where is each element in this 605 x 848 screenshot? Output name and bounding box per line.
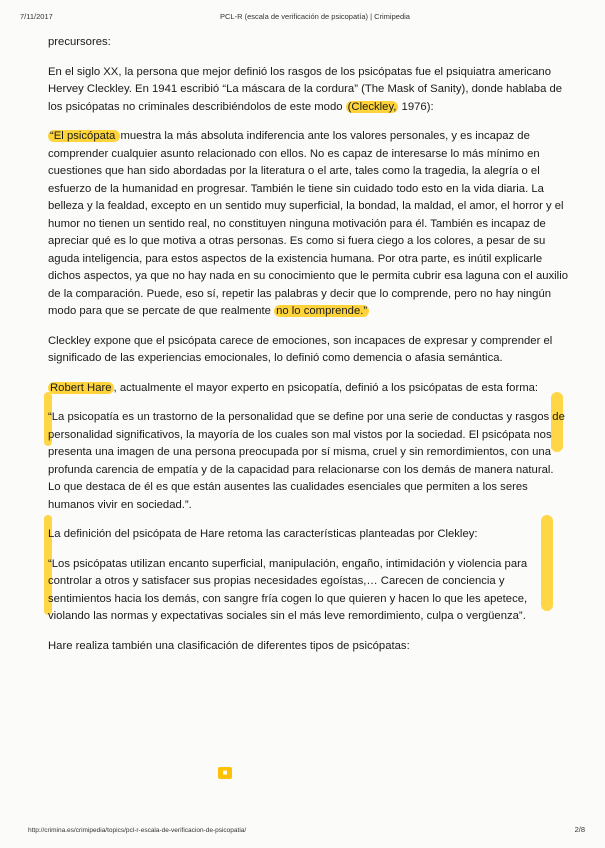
header-title: PCL-R (escala de verificación de psicopatía) | Crimipedia [220,12,410,21]
quote-paragraph [48,556,568,626]
paragraph [48,64,568,117]
paragraph-text: Hare realiza también una clasificación de diferentes tipos de psicópatas: [48,639,410,652]
paragraph [48,638,568,656]
footer-url: http://crimina.es/crimipedia/topics/pcl-r-escala-de-verificacion-de-psicopatia/ [28,827,247,834]
paragraph-text: 1976): [398,100,434,113]
highlighted-text: no lo comprende.” [276,305,368,317]
quote-paragraph [48,128,568,321]
paragraph [48,34,568,52]
comment-icon[interactable]: ■ [218,767,232,779]
highlighted-text: Robert Hare [50,381,112,394]
paragraph-text: precursores: [48,36,111,48]
paragraph [48,526,568,544]
highlighted-text: (Cleckley, [347,100,397,113]
article-body [48,34,568,667]
paragraph-text: En el siglo XX, la persona que mejor definió los rasgos de los psicópatas fue el psiquiatra americano Hervey Cleckley. En 1941 escribió “La máscara de la cordura” (The Mask of Sanity), donde hablaba de los psicópatas no criminales describiéndolos de este modo [48,65,563,113]
paragraph [48,333,568,368]
paragraph-text: “La psicopatía es un trastorno de la personalidad que se define por una serie de conductas y rasgos de personalidad significativos, la mayoría de los cuales son mal vistos por la sociedad. El psicópata nos presenta una imagen de una persona preocupada por sí misma, cruel y sin remordimientos, con una profunda carencia de empatía y de la capacidad para relacionarse con los demás de manera natural. Lo que destaca de él es que están ausentes las cualidades esenciales que permiten a los seres humanos vivir en sociedad.”. [48,411,565,511]
paragraph-text: Cleckley expone que el psicópata carece de emociones, son incapaces de expresar y comprender el significado de las experiencias emocionales, lo definió como demencia o afasia semántica. [48,334,553,364]
paragraph-text: La definición del psicópata de Hare retoma las características planteadas por Clekley: [48,528,478,540]
paragraph-text: “Los psicópatas utilizan encanto superficial, manipulación, engaño, intimidación y violencia para controlar a otros y satisfacer sus propias necesidades egoístas,… Carecen de conciencia y sentimientos hacia los demás, con sangre fría cogen lo que quieren y hacen lo que les apetece, violando las normas y expectativas sociales sin el más leve remordimiento, culpa o vergüenza”. [48,557,528,622]
header-date: 7/11/2017 [20,12,53,21]
quote-paragraph [48,409,568,514]
page-number: 2/8 [574,825,585,834]
paragraph-text: muestra la más absoluta indiferencia ante los valores personales, y es incapaz de comprender cualquier asunto relacionado con ellos. No es capaz de interesarse lo más mínimo en cuestiones que han sido abordadas por la literatura o el arte, tales como la tragedia, la alegría o el esfuerzo de la humanidad en progresar. También le tiene sin cuidado todo esto en la vida diaria. La belleza y la fealdad, excepto en un sentido muy superficial, la bondad, la maldad, el amor, el horror y el humor no tienen un sentido real, no constituyen ninguna motivación para él. También es incapaz de apreciar qué es lo que motiva a otras personas. Es como si fuera ciego a los colores, a pesar de su aguda inteligencia, para estos aspectos de la existencia humana. Por otra parte, es inútil explicarle dichos aspectos, ya que no hay nada en su conocimiento que le permita cubrir esa laguna con el auxilio de la comparación. Puede, eso sí, repetir las palabras y decir que lo comprende, pero no hay ningún modo para que se percate de que realmente [48,130,568,317]
highlighted-text: “El psicópata [50,130,119,142]
paragraph [48,380,568,398]
paragraph-text: , actualmente el mayor experto en psicopatía, definió a los psicópatas de esta forma: [113,381,539,394]
